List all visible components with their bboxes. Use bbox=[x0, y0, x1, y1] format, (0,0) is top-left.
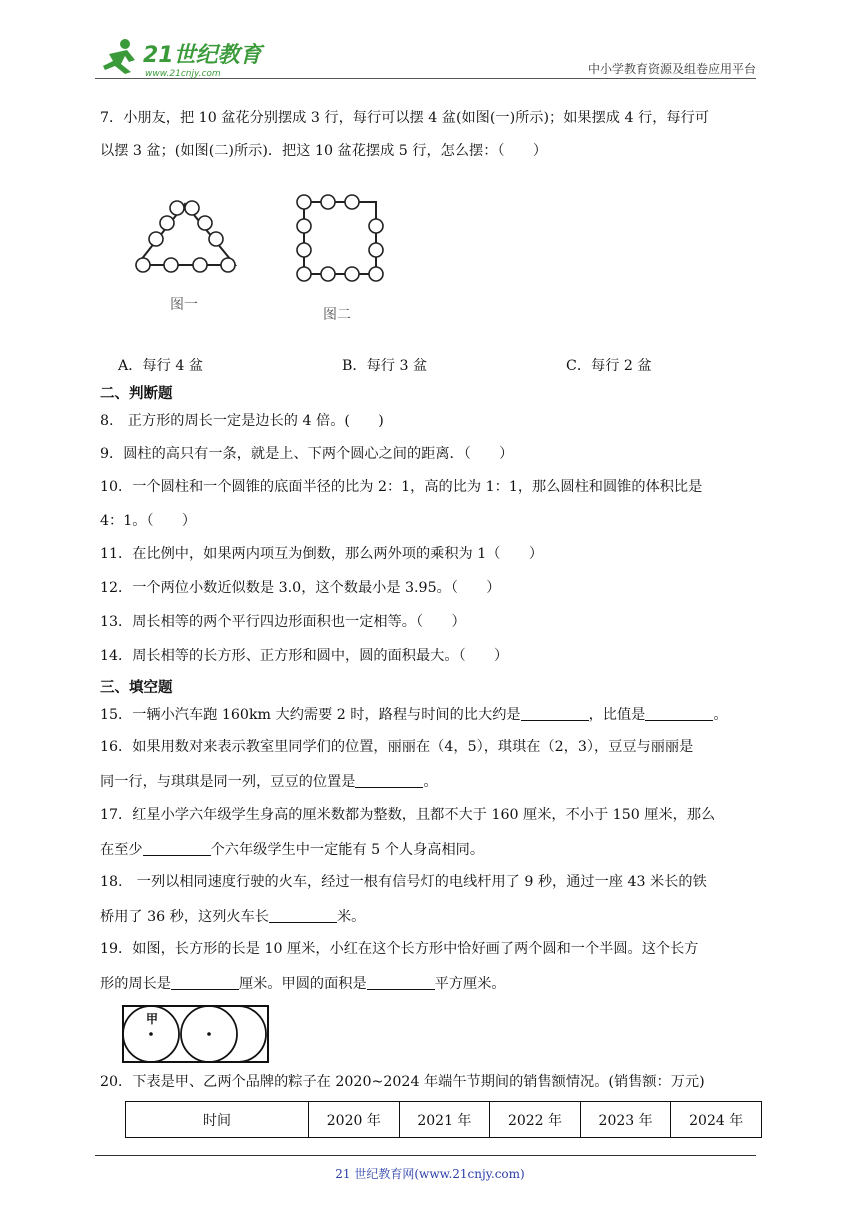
q19-text-b: 厘米。甲圆的面积是 bbox=[238, 976, 367, 992]
q18-blank[interactable] bbox=[269, 908, 337, 923]
figure1-caption: 图一 bbox=[170, 297, 198, 313]
option-c[interactable]: C．每行 2 盆 bbox=[566, 358, 652, 374]
figure-rectangle-circles bbox=[120, 1003, 272, 1065]
table-header-cell: 2021 年 bbox=[399, 1102, 490, 1138]
table-header-cell: 2024 年 bbox=[671, 1102, 762, 1138]
site-logo bbox=[95, 34, 270, 82]
q13: 13．周长相等的两个平行四边形面积也一定相等。（ ） bbox=[100, 614, 466, 630]
q18-line2 bbox=[100, 908, 760, 926]
q15-blank-1[interactable] bbox=[521, 706, 589, 721]
table-header-row bbox=[126, 1102, 762, 1138]
sales-table bbox=[125, 1101, 762, 1138]
q19-text-c: 平方厘米。 bbox=[434, 976, 506, 992]
section-fill-title: 三、填空题 bbox=[100, 680, 173, 696]
option-a[interactable]: A．每行 4 盆 bbox=[118, 358, 204, 374]
figure-triangle bbox=[125, 190, 250, 280]
q12: 12．一个两位小数近似数是 3.0，这个数最小是 3.95。（ ） bbox=[100, 580, 501, 596]
q7-line1: 7．小朋友，把 10 盆花分别摆成 3 行，每行可以摆 4 盆(如图(一)所示)；如果摆成 4 行，每行可 bbox=[100, 110, 709, 126]
q15 bbox=[100, 706, 760, 724]
q15-blank-2[interactable] bbox=[645, 706, 713, 721]
q17-line2 bbox=[100, 841, 760, 859]
section-judgment-title: 二、判断题 bbox=[100, 386, 173, 402]
q10-line1: 10．一个圆柱和一个圆锥的底面半径的比为 2：1，高的比为 1：1，那么圆柱和圆锥的体积比是 bbox=[100, 479, 703, 495]
q10-line2: 4：1。（ ） bbox=[100, 513, 197, 529]
q19-line1: 19．如图，长方形的长是 10 厘米，小红在这个长方形中恰好画了两个圆和一个半圆。这个长方 bbox=[100, 941, 699, 957]
q16-blank[interactable] bbox=[355, 773, 423, 788]
q15-text-b: ，比值是 bbox=[588, 707, 646, 723]
q19-line2 bbox=[100, 975, 760, 993]
q17-line1: 17．红星小学六年级学生身高的厘米数都为整数，且都不大于 160 厘米，不小于 150 厘米，那么 bbox=[100, 807, 716, 823]
figure-square bbox=[290, 190, 390, 285]
table-header-cell: 2020 年 bbox=[309, 1102, 400, 1138]
q18-text-a: 桥用了 36 秒，这列火车长 bbox=[100, 909, 269, 925]
q17-text-b: 个六年级学生中一定能有 5 个人身高相同。 bbox=[210, 842, 485, 858]
q19-blank-2[interactable] bbox=[367, 975, 435, 990]
logo-url: www.21cnjy.com bbox=[145, 69, 221, 79]
q19-text-a: 形的周长是 bbox=[100, 976, 171, 992]
q7-line2: 以摆 3 盆；(如图(二)所示)．把这 10 盆花摆成 5 行，怎么摆：（ ） bbox=[100, 143, 548, 159]
header-divider bbox=[95, 78, 756, 79]
q16-line2 bbox=[100, 773, 760, 791]
q9: 9．圆柱的高只有一条，就是上、下两个圆心之间的距离．（ ） bbox=[100, 446, 514, 462]
q8: 8. 正方形的周长一定是边长的 4 倍。( ) bbox=[100, 413, 384, 429]
q14: 14．周长相等的长方形、正方形和圆中，圆的面积最大。（ ） bbox=[100, 648, 509, 664]
footer-text[interactable]: 21 世纪教育网(www.21cnjy.com) bbox=[335, 1167, 525, 1181]
q15-text-a: 15．一辆小汽车跑 160km 大约需要 2 时，路程与时间的比大约是 bbox=[100, 707, 521, 723]
q15-text-c: 。 bbox=[713, 707, 728, 723]
footer-divider bbox=[95, 1155, 756, 1156]
figure2-caption: 图二 bbox=[323, 307, 351, 323]
table-header-cell: 2023 年 bbox=[580, 1102, 671, 1138]
q16-text-a: 同一行，与琪琪是同一列，豆豆的位置是 bbox=[100, 774, 356, 790]
header-platform-text: 中小学教育资源及组卷应用平台 bbox=[587, 62, 756, 76]
q19-blank-1[interactable] bbox=[171, 975, 239, 990]
figure-label-jia: 甲 bbox=[146, 1012, 159, 1026]
q18-text-b: 米。 bbox=[336, 909, 366, 925]
logo-text: 21世纪教育 bbox=[143, 43, 262, 68]
q16-line1: 16．如果用数对来表示教室里同学们的位置，丽丽在（4，5），琪琪在（2，3），豆豆与丽丽是 bbox=[100, 739, 694, 755]
table-header-cell: 时间 bbox=[126, 1102, 309, 1138]
q18-line1: 18. 一列以相同速度行驶的火车，经过一根有信号灯的电线杆用了 9 秒，通过一座 43 米长的铁 bbox=[100, 874, 707, 890]
q17-text-a: 在至少 bbox=[100, 842, 143, 858]
q16-text-b: 。 bbox=[423, 774, 438, 790]
option-b[interactable]: B．每行 3 盆 bbox=[342, 358, 428, 374]
q17-blank[interactable] bbox=[143, 841, 211, 856]
q20-text: 20．下表是甲、乙两个品牌的粽子在 2020~2024 年端午节期间的销售额情况。(销售额：万元) bbox=[100, 1074, 705, 1090]
q11: 11．在比例中，如果两内项互为倒数，那么两外项的乘积为 1（ ） bbox=[100, 546, 544, 562]
table-header-cell: 2022 年 bbox=[490, 1102, 581, 1138]
